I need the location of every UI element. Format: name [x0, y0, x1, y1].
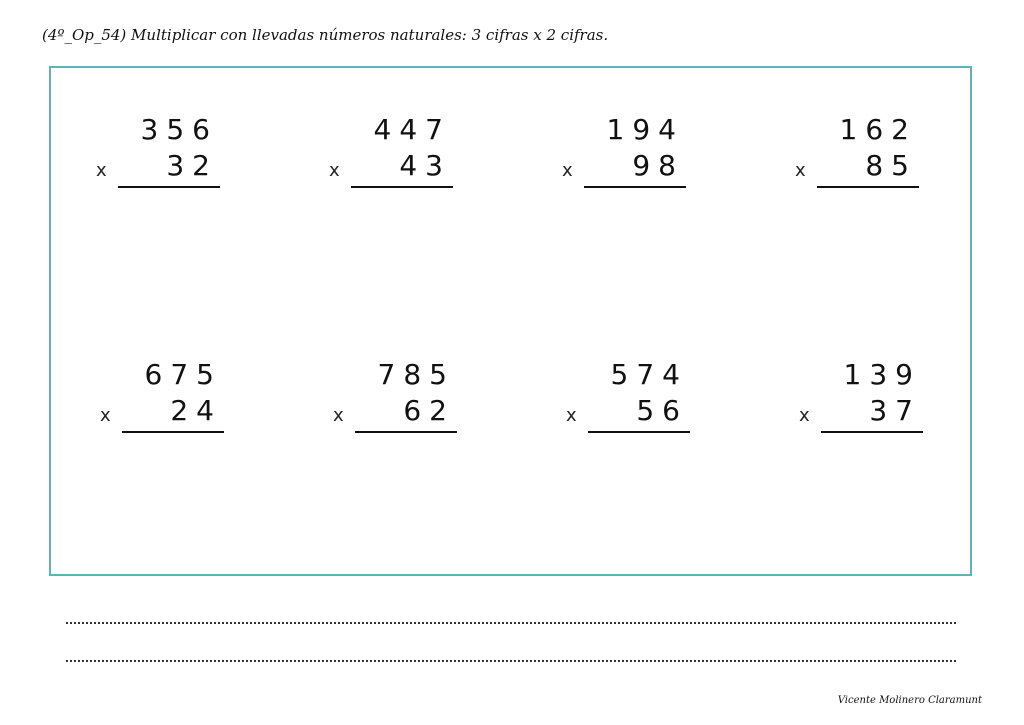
multiplication-problem-1: [96, 113, 226, 196]
multiplier: 62: [403, 394, 455, 427]
multiplier: 37: [869, 394, 921, 427]
multiplication-problem-3: [562, 113, 692, 196]
multiplier: 56: [636, 394, 688, 427]
multiply-sign: x: [333, 405, 344, 426]
multiplication-problem-4: [795, 113, 925, 196]
multiplier: 98: [632, 149, 684, 182]
multiplicand: 194: [606, 113, 684, 146]
answer-line: [122, 431, 224, 433]
multiplicand: 785: [377, 358, 455, 391]
multiplier: 32: [166, 149, 218, 182]
dotted-writing-line-2: [66, 660, 956, 662]
dotted-writing-line-1: [66, 622, 956, 624]
multiply-sign: x: [329, 160, 340, 181]
multiplicand: 574: [610, 358, 688, 391]
multiply-sign: x: [562, 160, 573, 181]
multiply-sign: x: [799, 405, 810, 426]
multiplicand: 447: [373, 113, 451, 146]
multiplication-problem-7: [566, 358, 696, 441]
multiplier: 85: [865, 149, 917, 182]
multiplication-problem-8: [799, 358, 929, 441]
answer-line: [817, 186, 919, 188]
answer-line: [588, 431, 690, 433]
multiplicand: 162: [839, 113, 917, 146]
answer-line: [355, 431, 457, 433]
multiplication-problem-2: [329, 113, 459, 196]
multiplier: 24: [170, 394, 222, 427]
multiply-sign: x: [96, 160, 107, 181]
multiplicand: 675: [144, 358, 222, 391]
multiply-sign: x: [566, 405, 577, 426]
multiply-sign: x: [795, 160, 806, 181]
author-credit: Vicente Molinero Claramunt: [837, 695, 982, 706]
multiply-sign: x: [100, 405, 111, 426]
worksheet-title: (4º_Op_54) Multiplicar con llevadas números naturales: 3 cifras x 2 cifras.: [42, 26, 609, 44]
multiplicand: 356: [140, 113, 218, 146]
answer-line: [351, 186, 453, 188]
multiplicand: 139: [843, 358, 921, 391]
answer-line: [821, 431, 923, 433]
multiplication-problem-5: [100, 358, 230, 441]
answer-line: [118, 186, 220, 188]
answer-line: [584, 186, 686, 188]
multiplication-problem-6: [333, 358, 463, 441]
multiplier: 43: [399, 149, 451, 182]
